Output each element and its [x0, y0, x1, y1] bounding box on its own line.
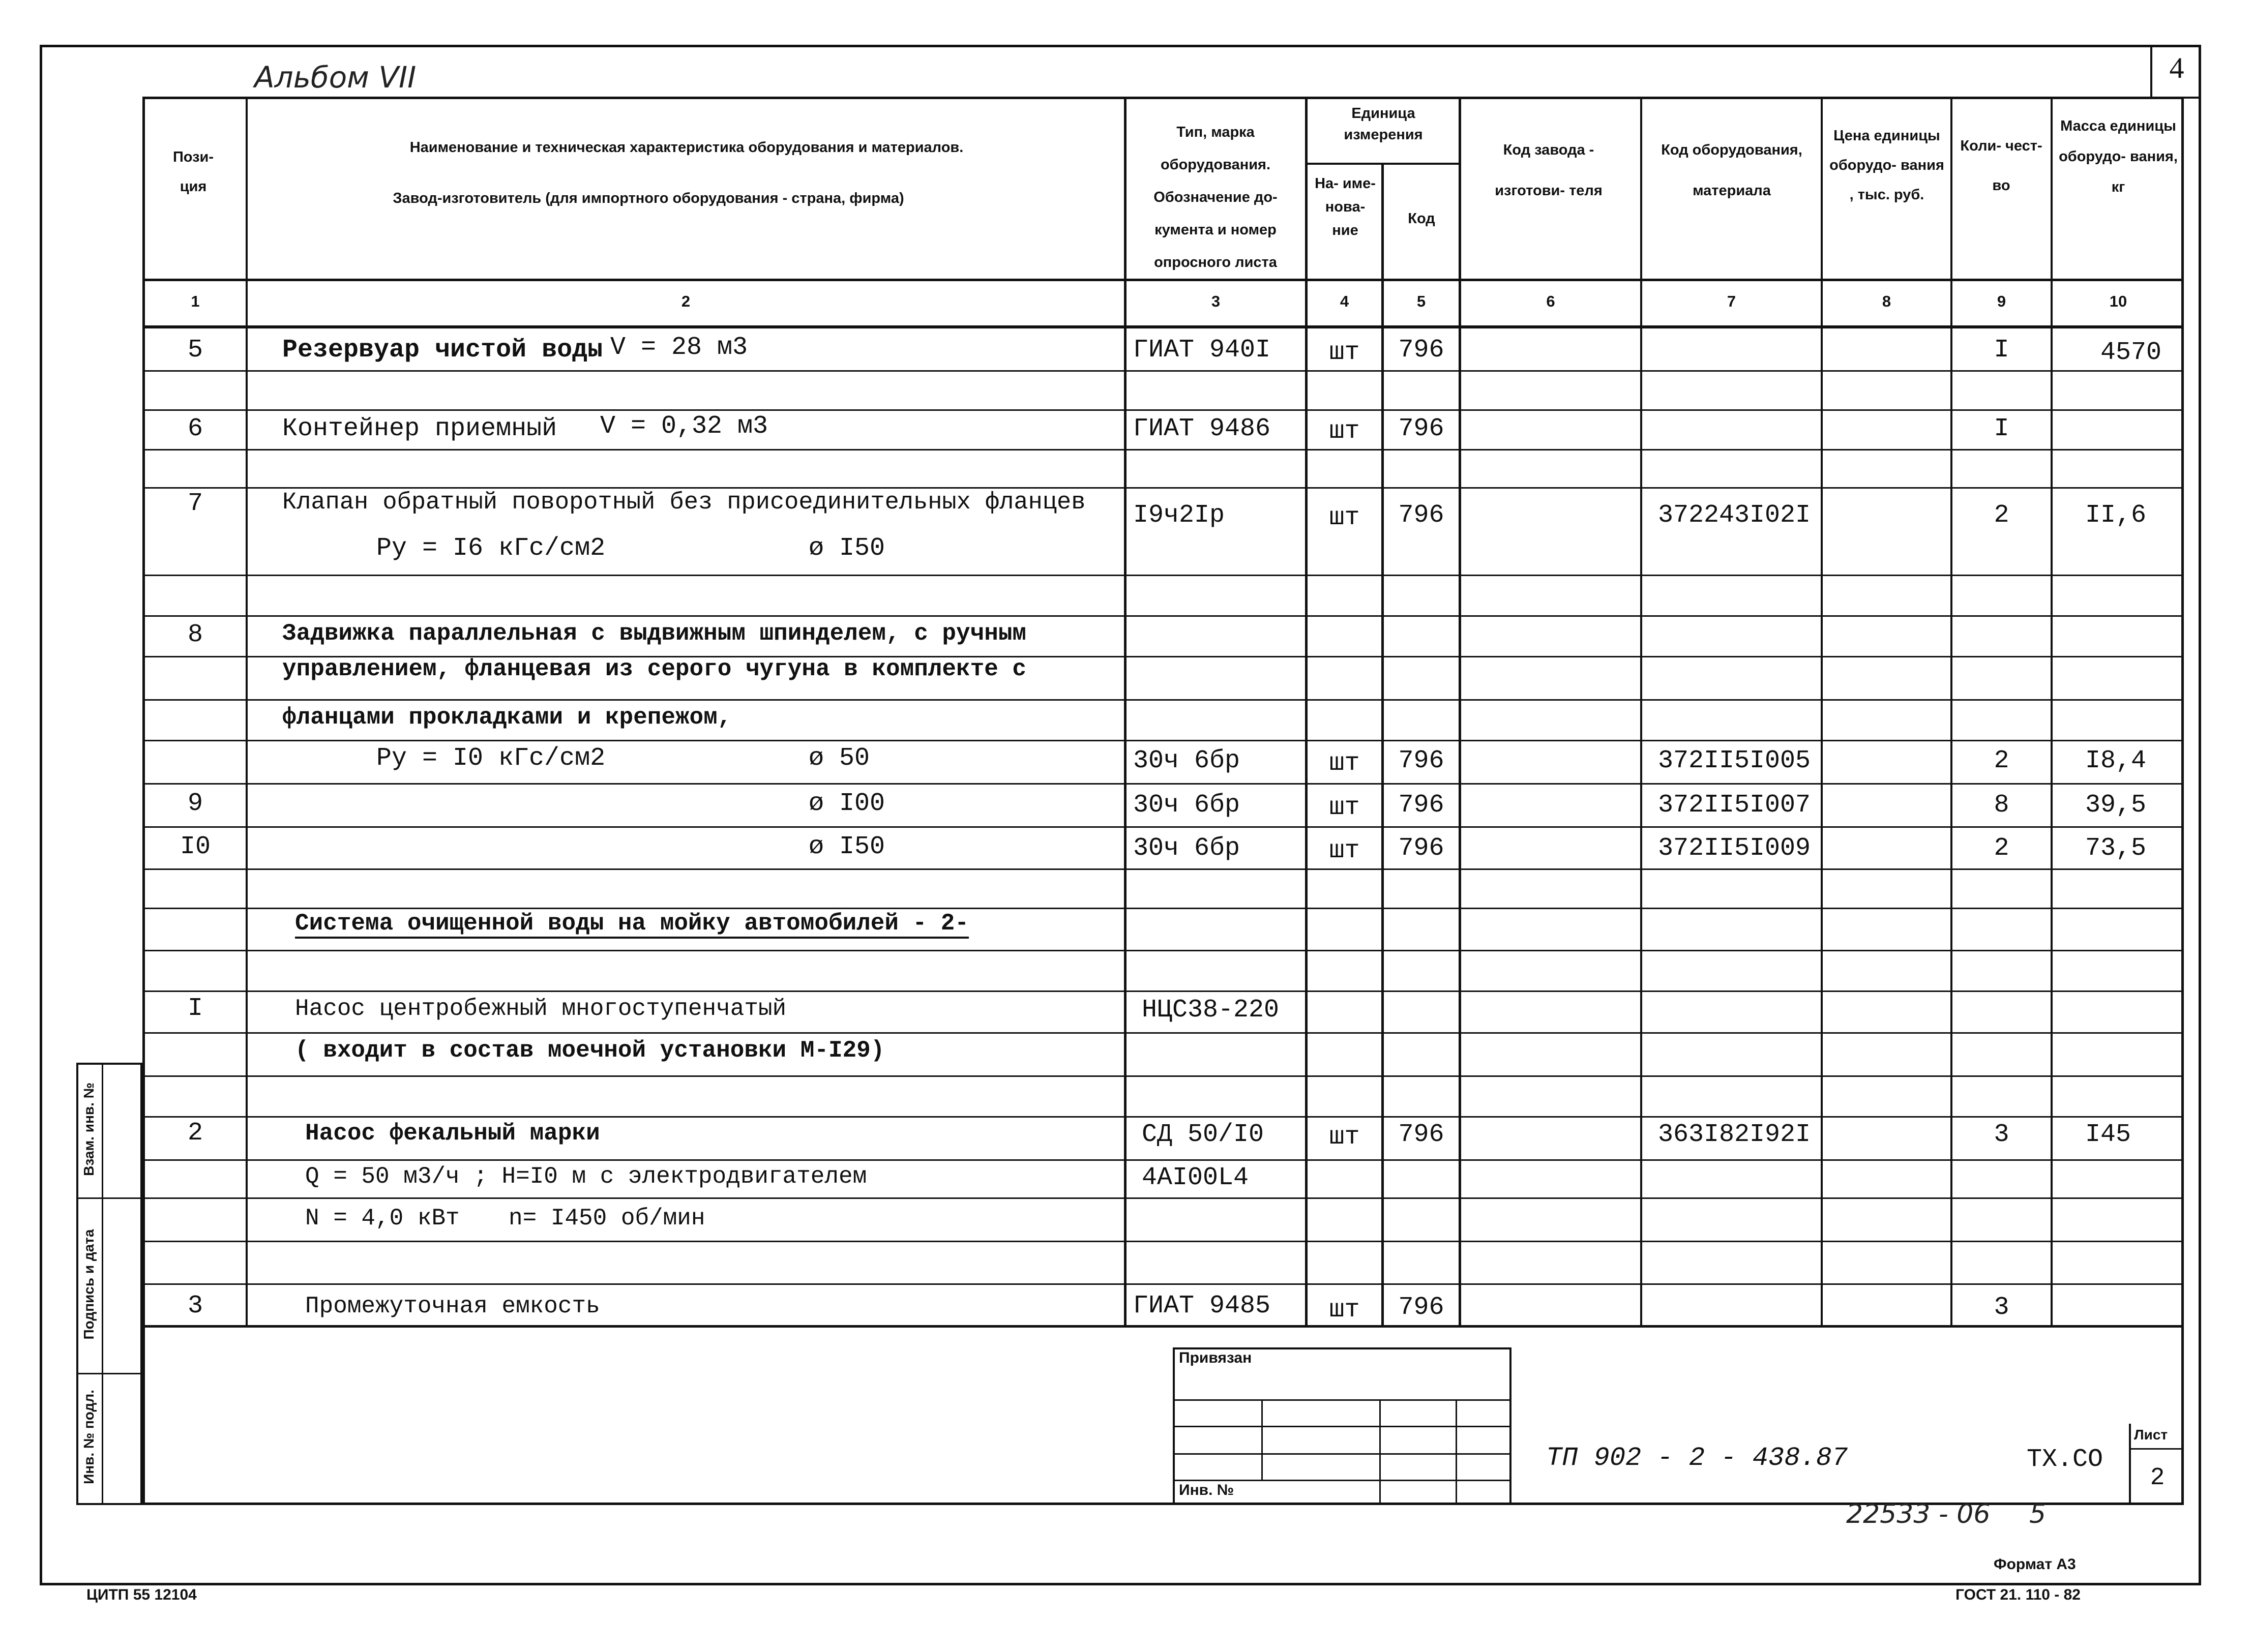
table-row-material: 372II5I009 [1658, 834, 1811, 863]
table-row-unit: шт [1329, 1296, 1360, 1325]
col-header-material-code: Код оборудования, материала [1661, 142, 1802, 199]
col-header-mass: Масса единицы оборудо- вания, кг [2059, 118, 2178, 195]
table-row-code: 796 [1398, 414, 1444, 443]
table-row-pos: 9 [187, 789, 203, 818]
table-row-extra: ø 50 [809, 744, 870, 773]
table-row-code: 796 [1398, 336, 1444, 365]
table-row-pos: 3 [187, 1291, 203, 1320]
sheet-corner-number: 4 [2169, 51, 2184, 84]
table-row-type: 30ч 6бр [1133, 834, 1240, 863]
doc-code: ТП 902 - 2 - 438.87 [1546, 1443, 1848, 1473]
table-row-qty: 8 [1994, 791, 2009, 820]
col-header-price: Цена единицы оборудо- вания , тыс. руб. [1829, 128, 1944, 203]
archive-page: 5 [2029, 1499, 2047, 1529]
table-row-mass: I8,4 [2085, 746, 2147, 775]
table-row-type: ГИАТ 940I [1133, 336, 1271, 365]
col-num-6: 6 [1546, 292, 1555, 310]
table-row-material: 372II5I007 [1658, 791, 1811, 820]
col-num-9: 9 [1997, 292, 2006, 310]
archive-number: 22533 - 06 [1846, 1499, 1991, 1529]
table-row-code: 796 [1398, 834, 1444, 863]
table-row-type: 4АI00L4 [1142, 1163, 1249, 1192]
table-row-unit: шт [1329, 338, 1360, 367]
table-row-name: Промежуточная емкость [305, 1293, 600, 1319]
table-row-name: Q = 50 м3/ч ; Н=I0 м с электродвигателем [305, 1163, 867, 1190]
table-row-mass: 39,5 [2085, 791, 2147, 820]
col-num-1: 1 [191, 292, 200, 310]
table-row-pos: 6 [187, 414, 203, 443]
col-header-unit-name: На- име- нова- ние [1315, 175, 1376, 238]
table-row-unit: шт [1329, 503, 1360, 532]
table-row-code: 796 [1398, 501, 1444, 530]
table-row-mass: 73,5 [2085, 834, 2147, 863]
gost-label: ГОСТ 21. 110 - 82 [1955, 1586, 2081, 1603]
table-row-extra: ø I50 [809, 534, 885, 563]
table-row-mass: 4570 [2100, 338, 2162, 367]
table-row-qty: 3 [1994, 1120, 2009, 1149]
table-row-unit: шт [1329, 1123, 1360, 1152]
table-row-extra: ø I00 [809, 789, 885, 818]
col-num-4: 4 [1340, 292, 1349, 310]
table-row-unit: шт [1329, 417, 1360, 446]
table-row-unit: шт [1329, 749, 1360, 778]
list-label: Лист [2134, 1427, 2168, 1443]
format-label: Формат А3 [1994, 1556, 2076, 1573]
table-row-name: Ру = I0 кГс/см2 [376, 744, 606, 773]
table-row-pos: 2 [187, 1119, 203, 1148]
table-row-code: 796 [1398, 791, 1444, 820]
side-label-podpis: Подпись и дата [81, 1229, 97, 1340]
table-row-extra: n= I450 об/мин [509, 1205, 705, 1232]
table-row-pos: I [187, 994, 203, 1023]
col-num-8: 8 [1882, 292, 1891, 310]
table-row-type: ГИАТ 9486 [1133, 414, 1271, 443]
table-row-name: Контейнер приемный [282, 414, 557, 443]
list-number: 2 [2150, 1464, 2165, 1492]
table-row-name: Насос фекальный марки [305, 1120, 600, 1147]
table-row-qty: I [1994, 414, 2009, 443]
table-row-mass: II,6 [2085, 501, 2147, 530]
col-header-unit-group: Единица измерения [1344, 105, 1423, 143]
table-row-material: 363I82I92I [1658, 1120, 1811, 1149]
table-row-name: фланцами прокладками и крепежом, [282, 704, 732, 731]
table-row-type: 30ч 6бр [1133, 791, 1240, 820]
table-row-name: Клапан обратный поворотный без присоединительных фланцев [282, 489, 1086, 516]
table-row-unit: шт [1329, 836, 1360, 865]
table-row-qty: 3 [1994, 1293, 2009, 1322]
table-row-pos: 5 [187, 336, 203, 365]
col-header-quantity: Коли- чест- во [1960, 138, 2042, 194]
col-num-3: 3 [1211, 292, 1221, 310]
table-row-name: N = 4,0 кВт [305, 1205, 460, 1232]
side-label-inv-podl: Инв. № подл. [81, 1390, 97, 1484]
table-row-type: СД 50/I0 [1142, 1120, 1264, 1149]
table-row-name: управлением, фланцевая из серого чугуна в комплекте с [282, 656, 1027, 682]
col-header-factory-code: Код завода - изготови- теля [1495, 142, 1603, 199]
table-row-name: Ру = I6 кГс/см2 [376, 534, 606, 563]
col-header-name-line2: Завод-изготовитель (для импортного оборудования - страна, фирма) [393, 190, 904, 206]
table-row-extra: V = 0,32 м3 [600, 412, 768, 441]
album-label: Альбом VII [254, 60, 417, 95]
table-row-code: 796 [1398, 746, 1444, 775]
table-row-qty: 2 [1994, 501, 2009, 530]
citp-label: ЦИТП 55 12104 [86, 1586, 197, 1603]
table-row-name: Резервуар чистой воды [282, 336, 603, 365]
table-row-qty: I [1994, 336, 2009, 365]
table-row-material: 372II5I005 [1658, 746, 1811, 775]
doc-mark: ТХ.СО [2027, 1445, 2103, 1474]
col-num-5: 5 [1416, 292, 1426, 310]
section-title: Система очищенной воды на мойку автомобилей - 2- [295, 910, 969, 937]
col-header-position: Пози- ция [172, 149, 214, 195]
table-row-qty: 2 [1994, 834, 2009, 863]
table-row-qty: 2 [1994, 746, 2009, 775]
table-row-pos: 8 [187, 620, 203, 649]
table-row-name: Задвижка параллельная с выдвижным шпинделем, с ручным [282, 620, 1027, 647]
table-row-type: 30ч 6бр [1133, 746, 1240, 775]
table-row-unit: шт [1329, 793, 1360, 822]
table-row-mass: I45 [2085, 1120, 2131, 1149]
table-row-name: Насос центробежный многоступенчатый [295, 996, 787, 1022]
table-row-code: 796 [1398, 1120, 1444, 1149]
table-row-extra: V = 28 м3 [610, 333, 748, 362]
col-header-code: Код [1408, 211, 1435, 227]
table-row-material: 372243I02I [1658, 501, 1811, 530]
table-row-extra: ø I50 [809, 832, 885, 861]
table-row-type: НЦС38-220 [1142, 996, 1280, 1025]
col-num-7: 7 [1727, 292, 1736, 310]
stamp-inv-no-label: Инв. № [1179, 1482, 1234, 1498]
col-num-2: 2 [681, 292, 691, 310]
col-num-10: 10 [2109, 292, 2127, 310]
table-row-name: ( входит в состав моечной установки М-I29) [295, 1037, 885, 1064]
table-row-type: I9ч2Iр [1133, 501, 1225, 530]
table-row-pos: 7 [187, 489, 203, 518]
col-header-type: Тип, марка оборудования. Обозначение до- кумента и номер опросного листа [1153, 124, 1278, 271]
table-row-pos: I0 [180, 832, 211, 861]
side-label-vzam: Взам. инв. № [81, 1083, 97, 1176]
table-row-code: 796 [1398, 1293, 1444, 1322]
table-row-type: ГИАТ 9485 [1133, 1291, 1271, 1320]
col-header-name-line1: Наименование и техническая характеристика оборудования и материалов. [409, 139, 964, 156]
stamp-privyazan-label: Привязан [1179, 1349, 1252, 1366]
